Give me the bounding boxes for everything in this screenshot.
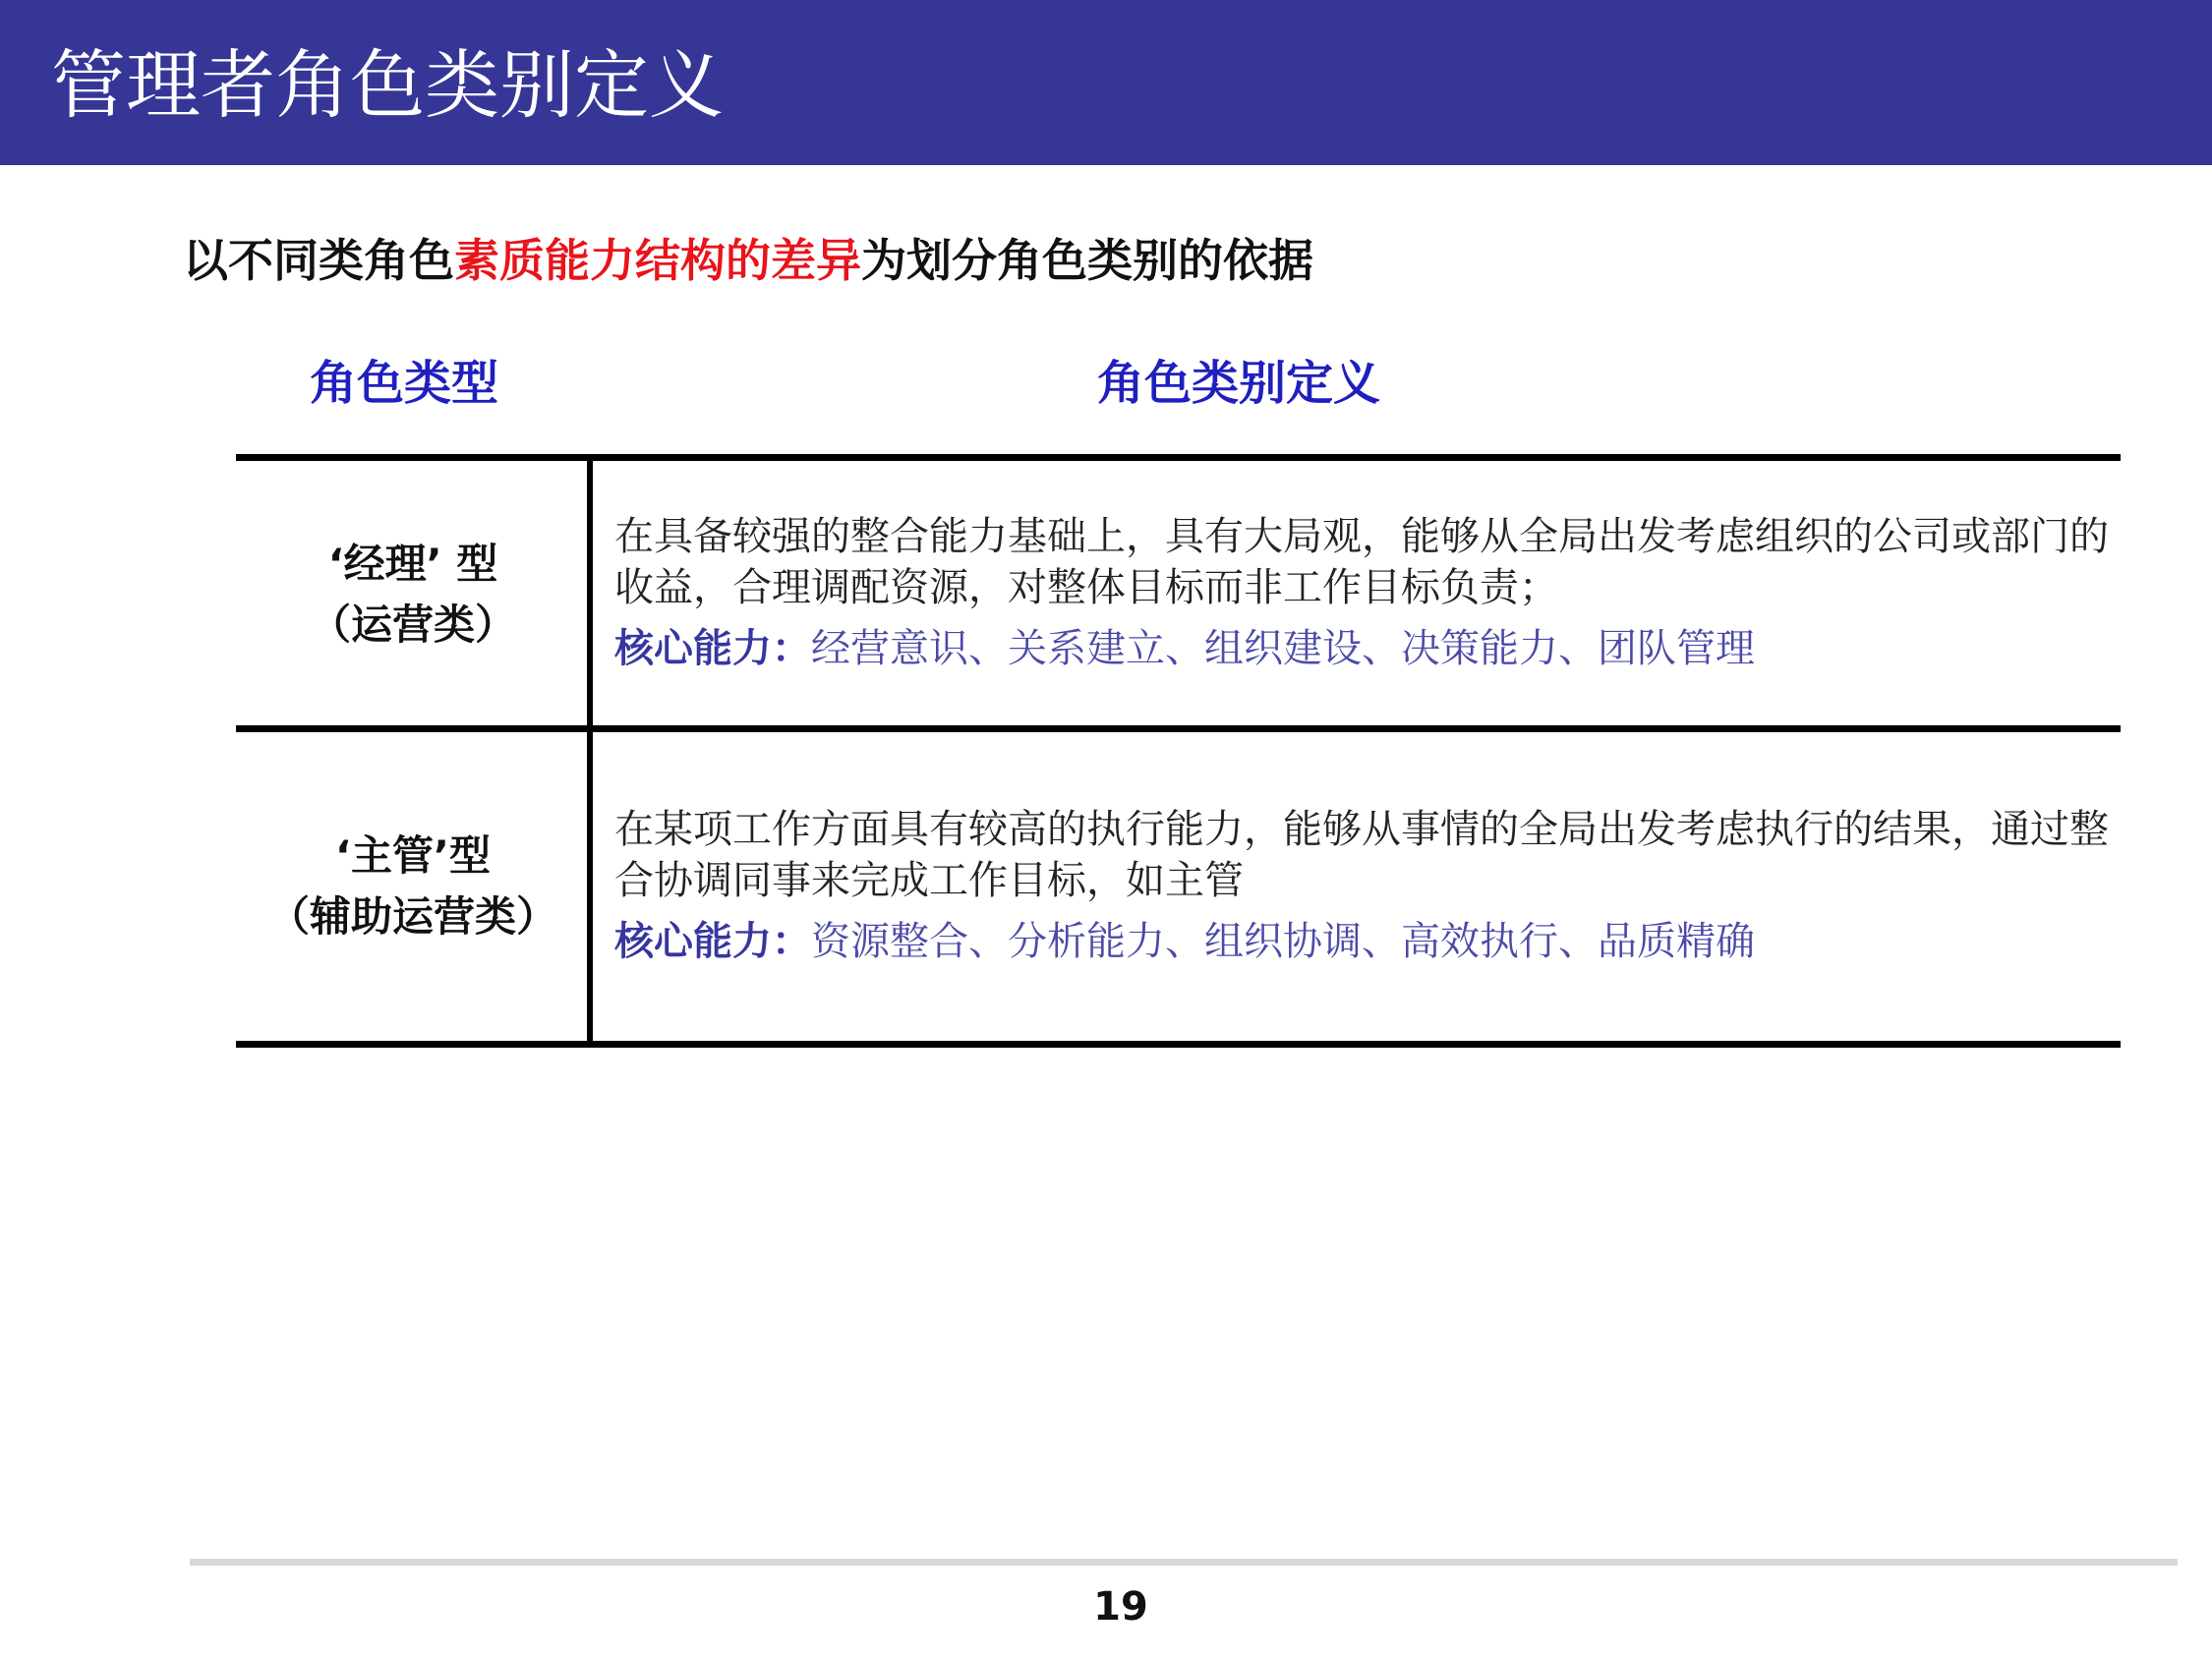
row-1-core-competencies	[614, 623, 2109, 674]
intro-before: 以不同类角色	[183, 234, 454, 287]
row-1-definition	[614, 511, 2109, 674]
table-top-rule	[236, 454, 2121, 461]
row-2-description: 在某项工作方面具有较高的执行能力，能够从事情的全局出发考虑执行的结果，通过整合协调同事来完成工作目标，如主管	[614, 807, 2109, 903]
intro-highlight: 素质能力结构的差异	[454, 234, 861, 287]
row-1-role-name: ‘经理’ 型	[327, 540, 498, 588]
row-2-definition	[614, 804, 2109, 967]
table-row-divider	[236, 725, 2121, 732]
row-1-role-type	[239, 534, 587, 656]
intro-statement	[183, 231, 1313, 290]
column-header-definition: 角色类别定义	[1097, 356, 1381, 411]
row-1-description: 在具备较强的整合能力基础上，具有大局观，能够从全局出发考虑组织的公司或部门的收益，合理调配资源，对整体目标而非工作目标负责；	[614, 514, 2109, 610]
intro-after: 为划分角色类别的依据	[861, 234, 1313, 287]
column-header-type: 角色类型	[310, 356, 499, 411]
page-number: 19	[1093, 1584, 1148, 1630]
row-2-role-type	[239, 826, 587, 947]
table-bottom-rule	[236, 1041, 2121, 1048]
footer-rule	[190, 1559, 2178, 1566]
row-1-core-label: 核心能力：	[614, 626, 811, 671]
row-2-core-items: 资源整合、分析能力、组织协调、高效执行、品质精确	[811, 919, 1755, 964]
table-column-divider	[587, 454, 593, 1048]
slide-title: 管理者角色类别定义	[51, 41, 724, 129]
row-2-core-label: 核心能力：	[614, 919, 811, 964]
row-2-role-category: （辅助运营类）	[267, 892, 557, 941]
row-1-core-items: 经营意识、关系建立、组织建设、决策能力、团队管理	[811, 626, 1755, 671]
row-2-role-name: ‘主管’型	[335, 831, 491, 880]
row-2-core-competencies	[614, 916, 2109, 967]
row-1-role-category: （运营类）	[309, 601, 516, 649]
